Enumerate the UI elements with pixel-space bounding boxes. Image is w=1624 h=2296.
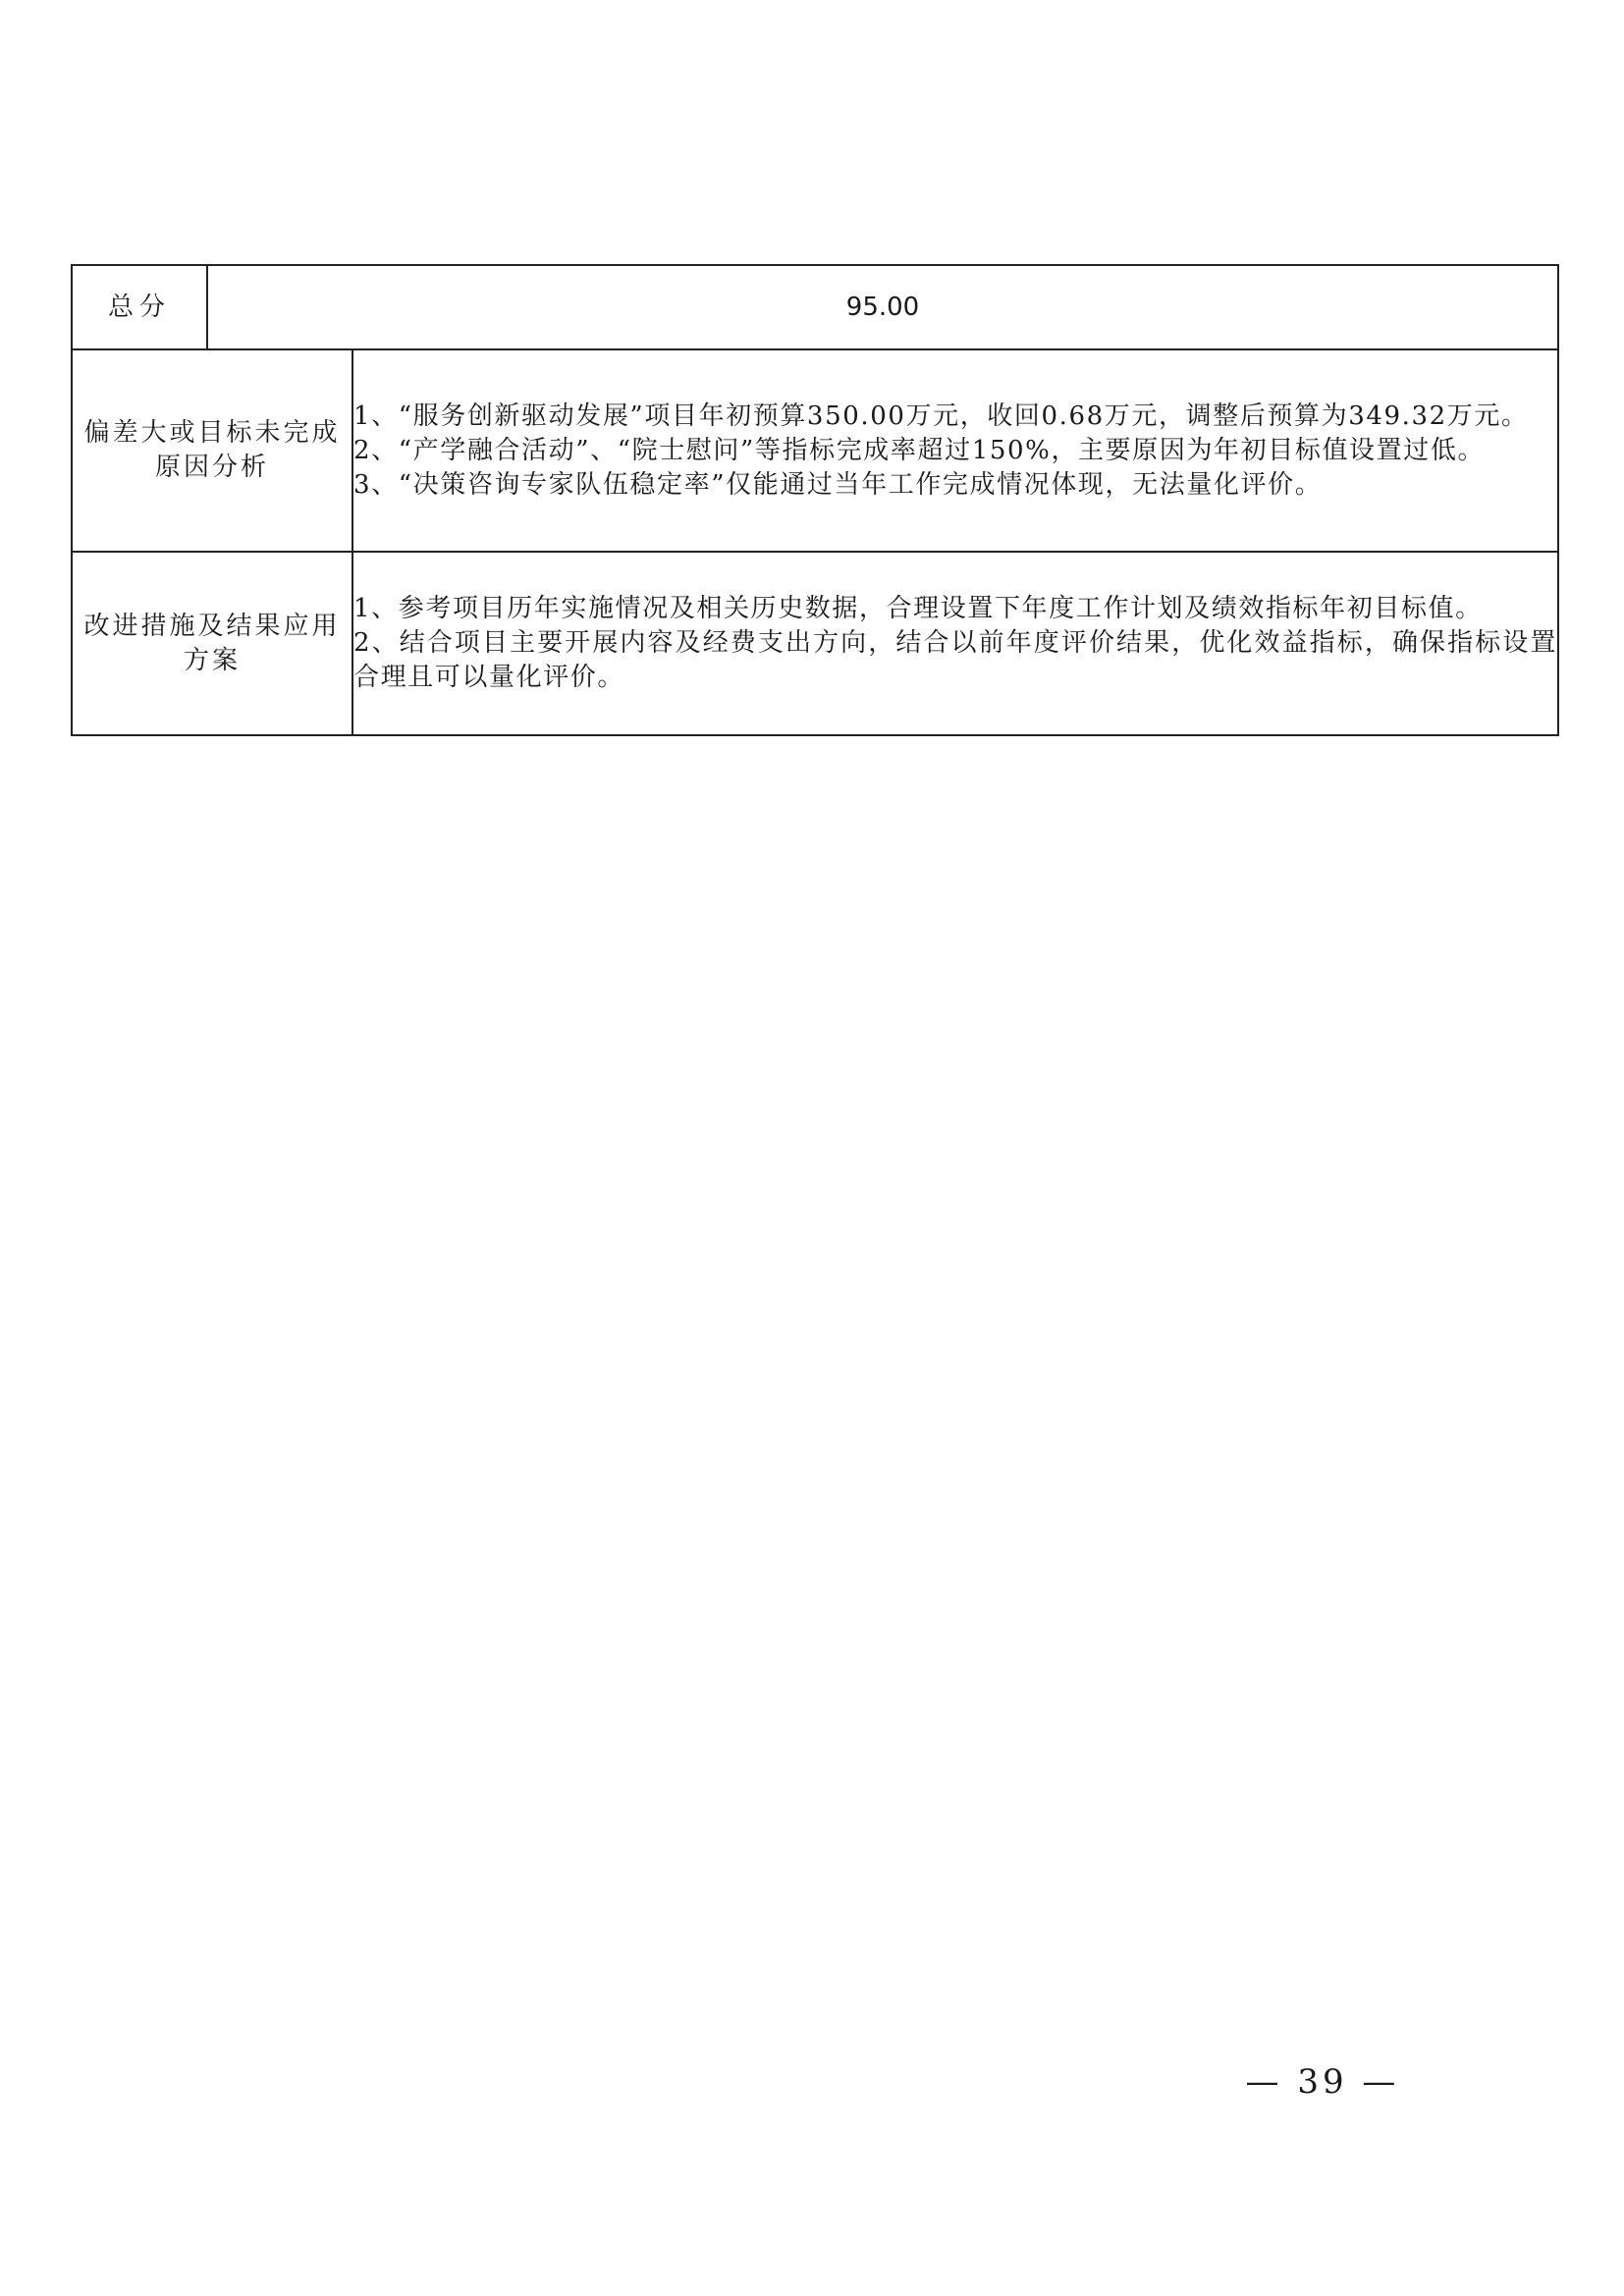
- improvement-plan-label: 改进措施及结果应用方案: [72, 552, 352, 735]
- improvement-item-2: 2、结合项目主要开展内容及经费支出方向，结合以前年度评价结果，优化效益指标，确保指标设置合理且可以量化评价。: [353, 628, 1557, 692]
- deviation-item-2: 2、“产学融合活动”、“院士慰问”等指标完成率超过150%，主要原因为年初目标值设置过低。: [353, 435, 1486, 465]
- table-row-deviation-analysis: [72, 349, 1558, 552]
- total-score-label: 总分: [72, 265, 207, 349]
- page-number: — 39 —: [1245, 2062, 1400, 2102]
- improvement-item-1: 1、参考项目历年实施情况及相关历史数据，合理设置下年度工作计划及绩效指标年初目标值。: [353, 594, 1483, 623]
- table-row-improvement-plan: [72, 552, 1558, 735]
- deviation-item-1: 1、“服务创新驱动发展”项目年初预算350.00万元，收回0.68万元，调整后预算为349.32万元。: [353, 400, 1529, 431]
- performance-evaluation-table: [71, 264, 1559, 736]
- deviation-analysis-label: 偏差大或目标未完成原因分析: [72, 349, 352, 552]
- improvement-plan-content: [352, 552, 1558, 735]
- deviation-item-3: 3、“决策咨询专家队伍稳定率”仅能通过当年工作完成情况体现，无法量化评价。: [353, 469, 1323, 500]
- table-row-total-score: [72, 265, 1558, 349]
- total-score-value: 95.00: [207, 265, 1558, 349]
- deviation-analysis-content: [352, 349, 1558, 552]
